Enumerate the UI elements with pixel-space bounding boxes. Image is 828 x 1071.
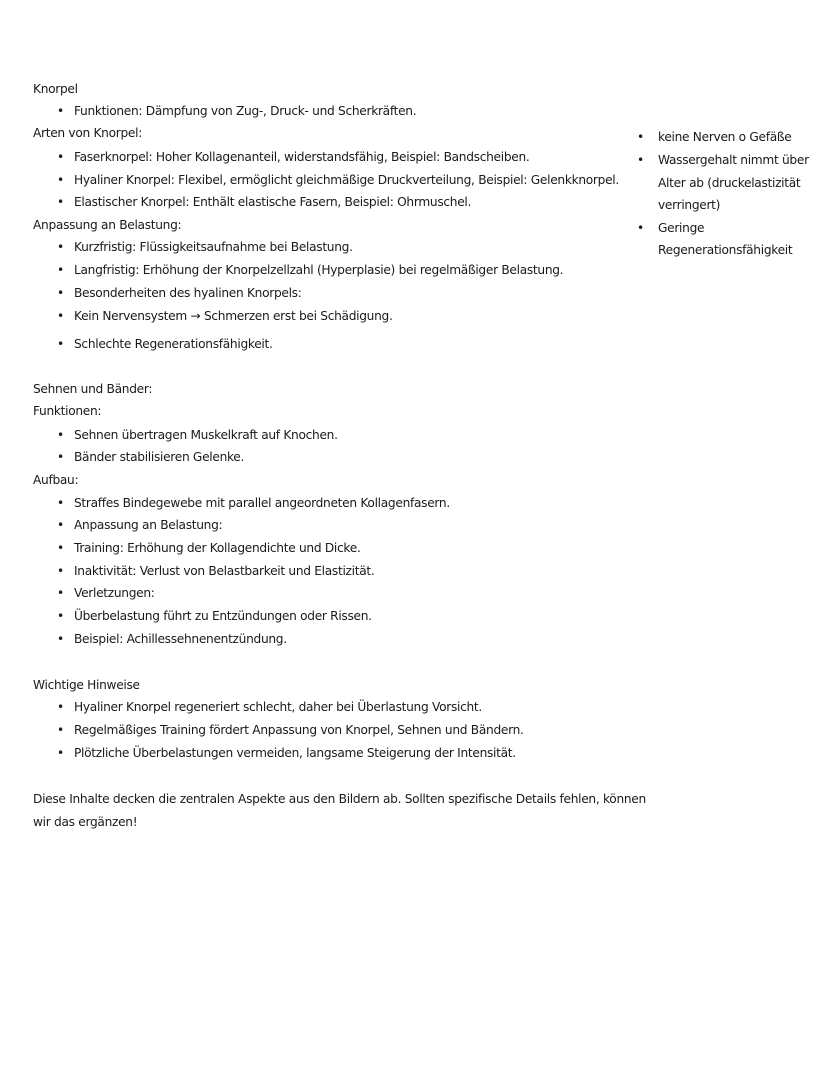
subheading: Anpassung an Belastung: [33, 218, 182, 232]
list-item: • Hyaliner Knorpel: Flexibel, ermöglicht gleichmäßige Druckverteilung, Beispiel: Gelenkknorpel. [74, 171, 619, 189]
list-item: • Überbelastung führt zu Entzündungen oder Rissen. [74, 607, 372, 625]
section-title: Sehnen und Bänder: [33, 382, 153, 396]
subheading: Funktionen: [33, 404, 102, 418]
list-item: • Bänder stabilisieren Gelenke. [74, 448, 244, 466]
list-item: • Faserknorpel: Hoher Kollagenanteil, widerstandsfähig, Beispiel: Bandscheiben. [74, 148, 529, 166]
side-note-line: Regenerationsfähigkeit [658, 243, 793, 257]
list-item: • Besonderheiten des hyalinen Knorpels: [74, 284, 302, 302]
list-item: • Inaktivität: Verlust von Belastbarkeit und Elastizität. [74, 562, 374, 580]
list-item: • Sehnen übertragen Muskelkraft auf Knochen. [74, 426, 338, 444]
list-item: • Langfristig: Erhöhung der Knorpelzellzahl (Hyperplasie) bei regelmäßiger Belastung. [74, 261, 563, 279]
list-item: • Funktionen: Dämpfung von Zug-, Druck- und Scherkräften. [74, 102, 416, 120]
closing-line: Diese Inhalte decken die zentralen Aspekte aus den Bildern ab. Sollten spezifische Details fehlen, können [33, 792, 646, 806]
side-note: • Wassergehalt nimmt über [658, 151, 809, 169]
list-item: • Anpassung an Belastung: [74, 516, 222, 534]
subheading: Aufbau: [33, 473, 79, 487]
list-item: • Regelmäßiges Training fördert Anpassung von Knorpel, Sehnen und Bändern. [74, 721, 524, 739]
side-note-line: verringert) [658, 198, 721, 212]
subheading: Arten von Knorpel: [33, 126, 143, 140]
list-item: • Kein Nervensystem → Schmerzen erst bei Schädigung. [74, 307, 393, 325]
list-item: • Hyaliner Knorpel regeneriert schlecht, daher bei Überlastung Vorsicht. [74, 698, 482, 716]
side-note: • keine Nerven o Gefäße [658, 128, 791, 146]
section-title: Wichtige Hinweise [33, 678, 140, 692]
section-title: Knorpel [33, 82, 78, 96]
side-note: • Geringe [658, 219, 704, 237]
list-item: • Training: Erhöhung der Kollagendichte und Dicke. [74, 539, 361, 557]
closing-line: wir das ergänzen! [33, 815, 138, 829]
list-item: • Schlechte Regenerationsfähigkeit. [74, 335, 273, 353]
list-item: • Plötzliche Überbelastungen vermeiden, langsame Steigerung der Intensität. [74, 744, 516, 762]
side-note-line: Alter ab (druckelastizität [658, 176, 801, 190]
list-item: • Elastischer Knorpel: Enthält elastische Fasern, Beispiel: Ohrmuschel. [74, 193, 471, 211]
list-item: • Verletzungen: [74, 584, 155, 602]
list-item: • Straffes Bindegewebe mit parallel angeordneten Kollagenfasern. [74, 494, 450, 512]
list-item: • Kurzfristig: Flüssigkeitsaufnahme bei Belastung. [74, 238, 353, 256]
list-item: • Beispiel: Achillessehnenentzündung. [74, 630, 287, 648]
